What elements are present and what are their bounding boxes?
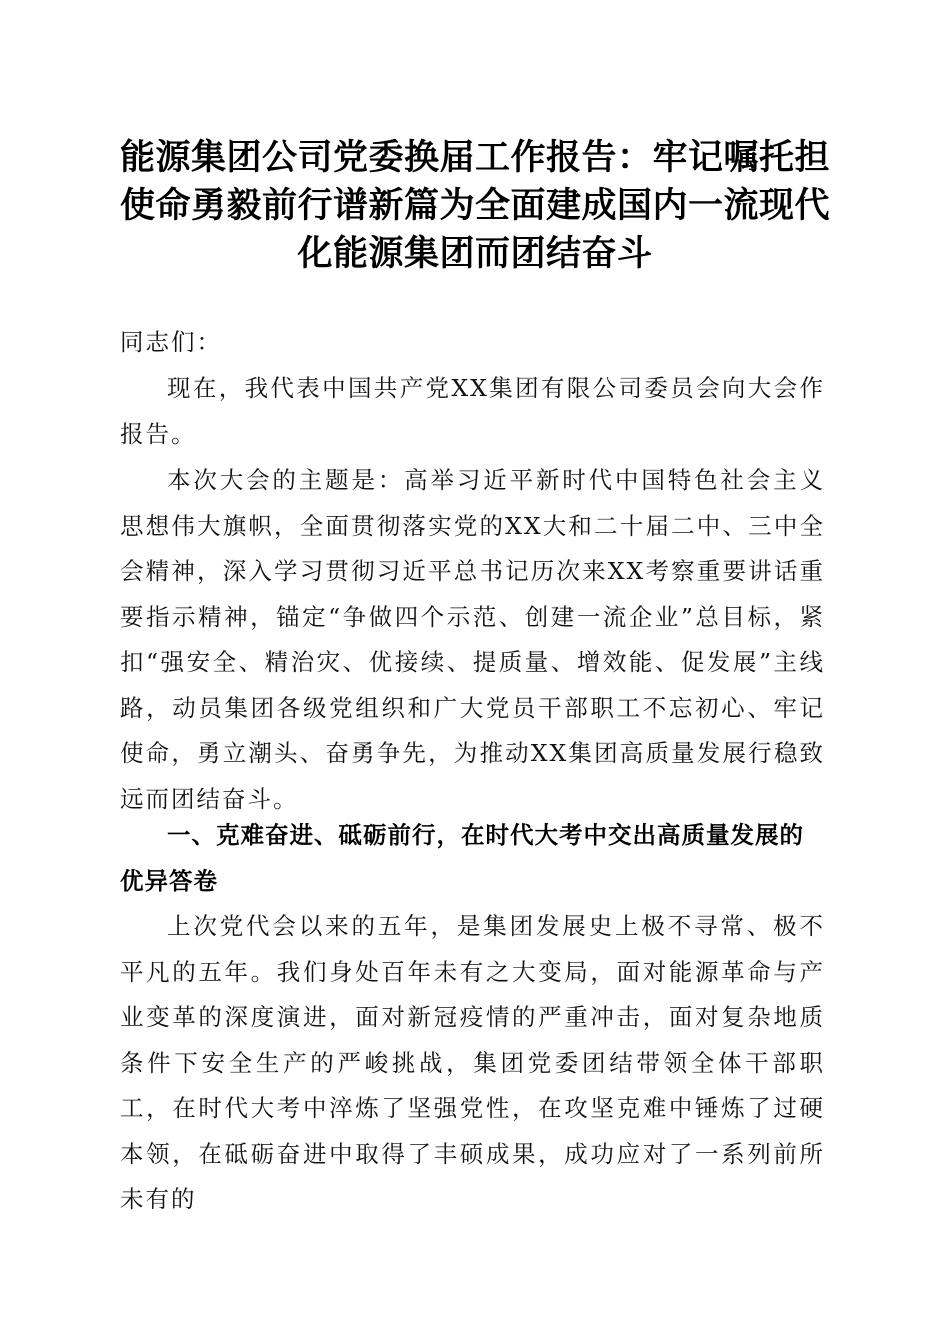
document-title: 能源集团公司党委换届工作报告：牢记嘱托担使命勇毅前行谱新篇为全面建成国内一流现代化能源集团而团结奋斗	[119, 138, 830, 274]
section-paragraph: 上次党代会以来的五年，是集团发展史上极不寻常、极不平凡的五年。我们身处百年未有之大变局，面对能源革命与产业变革的深度演进，面对新冠疫情的严重冲击，面对复杂地质条件下安全生产的严峻挑战，集团党委团结带领全体干部职工，在时代大考中淬炼了坚强党性，在攻坚克难中锤炼了过硬本领，在砥砺奋进中取得了丰硕成果，成功应对了一系列前所未有的	[120, 912, 825, 1213]
paragraph-1: 现在，我代表中国共产党XX集团有限公司委员会向大会作报告。	[120, 374, 825, 448]
salutation: 同志们：	[120, 328, 222, 356]
paragraph-2: 本次大会的主题是：高举习近平新时代中国特色社会主义思想伟大旗帜，全面贯彻落实党的XX大和二十届二中、三中全会精神，深入学习贯彻习近平总书记历次来XX考察重要讲话重要指示精神，锚定“争做四个示范、创建一流企业”总目标，紧扣“强安全、精治灾、优接续、提质量、增效能、促发展”主线路，动员集团各级党组织和广大党员干部职工不忘初心、牢记使命，勇立潮头、奋勇争先，为推动XX集团高质量发展行稳致远而团结奋斗。	[120, 466, 825, 813]
section-heading: 一、克难奋进、砥砺前行，在时代大考中交出高质量发展的优异答卷	[120, 821, 804, 895]
